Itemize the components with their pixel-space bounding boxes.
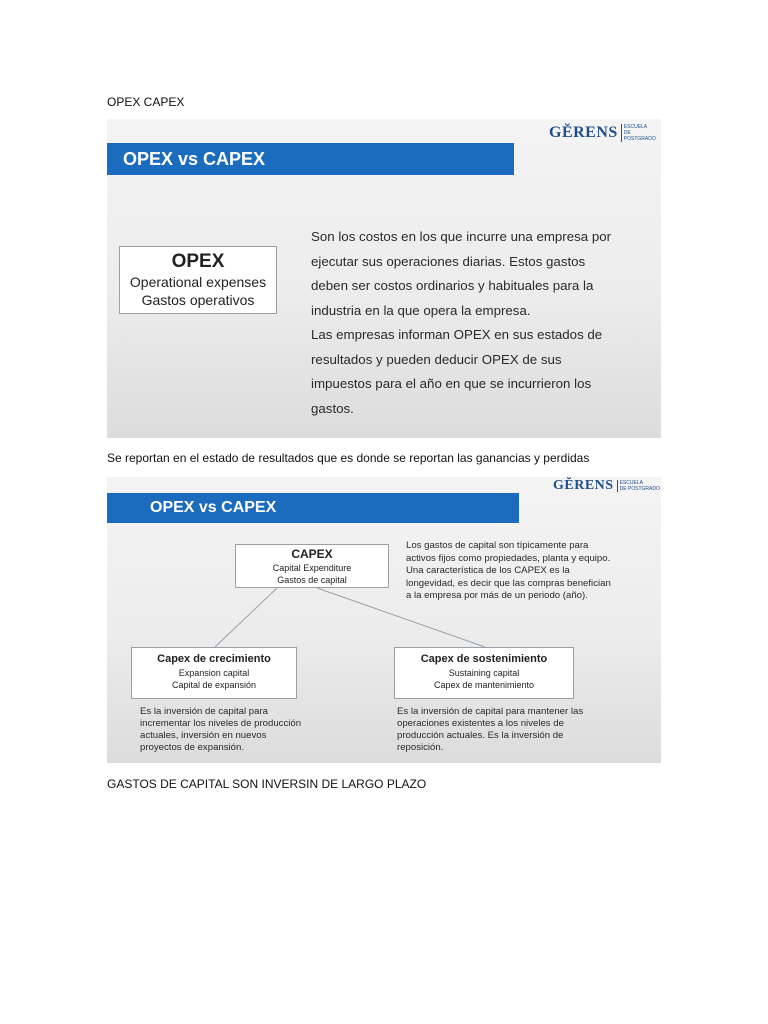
document-heading: OPEX CAPEX	[107, 95, 185, 109]
opex-description-line: resultados y pueden deducir OPEX de sus	[311, 351, 562, 367]
growth-description-line: Es la inversión de capital para	[140, 706, 268, 717]
capex-description-line: longevidad, es decir que las compras benefician	[406, 577, 611, 589]
slide-opex-vs-capex-1	[107, 119, 661, 438]
opex-description-line: deben ser costos ordinarios y habituales para la	[311, 278, 594, 293]
capex-description-line: Los gastos de capital son típicamente para	[406, 540, 589, 551]
opex-box	[119, 246, 277, 314]
sustain-description-line: Es la inversión de capital para mantener las	[397, 706, 584, 717]
capex-description	[406, 540, 611, 603]
sustain-description-line: producción actuales. Es la inversión de	[397, 730, 564, 741]
capex-description-line: Una característica de los CAPEX es la	[406, 565, 570, 576]
opex-description-line: ejecutar sus operaciones diarias. Estos gastos	[311, 253, 586, 269]
opex-box-line1: Operational expenses	[129, 274, 267, 290]
sustain-box-line2: Capex de mantenimiento	[433, 680, 535, 690]
growth-box-line1: Expansion capital	[178, 668, 250, 678]
capex-box	[235, 544, 389, 588]
slide-opex-vs-capex-2	[107, 477, 661, 763]
slide-title: OPEX vs CAPEX	[123, 148, 266, 169]
sustain-box-title: Capex de sostenimiento	[420, 653, 548, 665]
gerens-logo	[549, 124, 661, 142]
logo-subtitle: ESCUELA DE POSTGRADO	[617, 480, 660, 492]
logo-word: GĔRENS	[553, 478, 614, 493]
capex-description-line: activos fijos como propiedades, planta y equipo.	[406, 552, 611, 564]
capex-box-line1: Capital Expenditure	[272, 563, 352, 573]
growth-description-line: incrementar los niveles de producción	[140, 718, 302, 729]
capex-box-line2: Gastos de capital	[277, 575, 347, 585]
slide-title: OPEX vs CAPEX	[150, 499, 277, 516]
opex-box-line2: Gastos operativos	[141, 292, 255, 308]
growth-description-line: proyectos de expansión.	[140, 742, 244, 753]
opex-box-title: OPEX	[171, 251, 225, 272]
logo-word: GĔRENS	[549, 124, 618, 141]
sustain-box-line1: Sustaining capital	[448, 668, 520, 678]
growth-description-line: actuales, inversión en nuevos	[140, 730, 267, 741]
capex-description-line: a la empresa por más de un periodo (año).	[406, 590, 588, 601]
logo-subtitle: ESCUELA DE POSTGRADO	[621, 124, 661, 142]
capex-sustain-box	[394, 647, 574, 699]
opex-description-line: Las empresas informan OPEX en sus estados de	[311, 327, 603, 342]
slide-title-banner	[107, 143, 514, 175]
opex-description-line: Son los costos en los que incurre una empresa por	[311, 229, 612, 244]
opex-description-line: industria en la que opera la empresa.	[311, 302, 531, 318]
caption-opex: Se reportan en el estado de resultados que es donde se reportan las ganancias y perdidas	[107, 451, 590, 465]
opex-description-line: impuestos para el año en que se incurrieron los	[311, 376, 592, 391]
capex-box-title: CAPEX	[291, 547, 333, 561]
sustain-description	[397, 706, 583, 754]
connector-to-growth	[215, 588, 277, 647]
growth-box-title: Capex de crecimiento	[157, 653, 271, 665]
caption-capex: GASTOS DE CAPITAL SON INVERSIN DE LARGO PLAZO	[107, 777, 427, 791]
opex-description	[311, 225, 611, 421]
sustain-description-line: operaciones existentes a los niveles de	[397, 718, 564, 729]
capex-growth-box	[131, 647, 297, 699]
opex-description-line: gastos.	[311, 400, 354, 416]
growth-box-line2: Capital de expansión	[171, 680, 257, 690]
sustain-description-line: reposición.	[397, 742, 444, 753]
growth-description	[140, 706, 301, 754]
